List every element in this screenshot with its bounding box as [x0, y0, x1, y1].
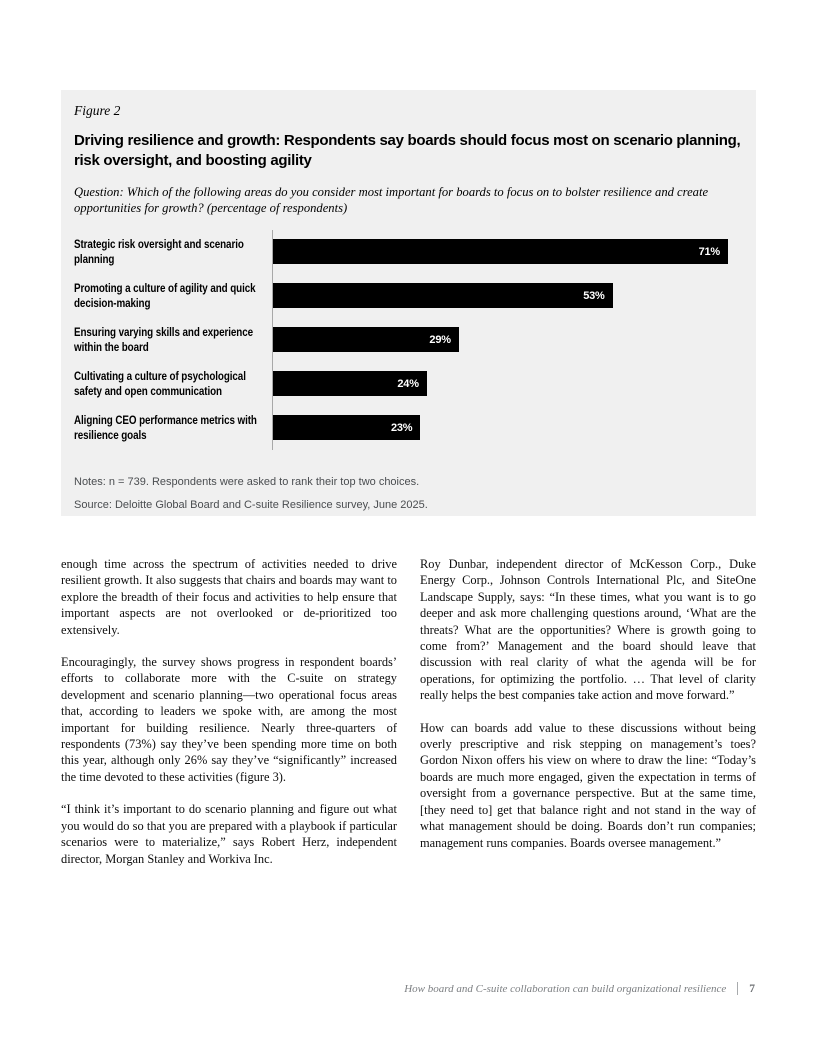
chart-row [74, 362, 742, 406]
bar-track [272, 318, 728, 362]
figure-2-panel [61, 90, 756, 516]
bar-track [272, 362, 728, 406]
bar [273, 239, 728, 264]
figure-question: Question: Which of the following areas do you consider most important for boards to focus on to bolster resilience and create opportunities for growth? (percentage of respondents) [74, 184, 709, 216]
bar-value-label: 53% [583, 289, 605, 302]
chart-row [74, 230, 742, 274]
bar [273, 283, 613, 308]
bar-chart [74, 230, 742, 450]
bar-track [272, 406, 728, 450]
footer-divider-line [737, 982, 738, 995]
paragraph: enough time across the spectrum of activities needed to drive resilient growth. It also suggests that chairs and boards may want to explore the breadth of their focus and activities to help ensure that important aspects are not overlooked or de-prioritized too extensively. [61, 557, 397, 637]
right-column [420, 556, 756, 883]
chart-row [74, 406, 742, 450]
category-label: Strategic risk oversight and scenario planning [74, 237, 244, 266]
figure-label: Figure 2 [74, 103, 121, 118]
paragraph: How can boards add value to these discussions without being overly prescriptive and risk stepping on management’s toes? Gordon Nixon offers his view on where to draw the line: “Today’s boards are much more engaged, given the expectation in terms of oversight from a governance perspective. But at the same time, [they need to] get that balance right and not stand in the way of what management should be doing. Boards don’t run companies; management runs companies. Boards oversee management.” [420, 720, 756, 850]
figure-notes: Notes: n = 739. Respondents were asked to rank their top two choices. [74, 475, 420, 488]
body-text [61, 556, 756, 883]
bar-value-label: 24% [397, 377, 419, 390]
figure-source: Source: Deloitte Global Board and C-suite Resilience survey, June 2025. [74, 498, 428, 511]
figure-title: Driving resilience and growth: Respondents say boards should focus most on scenario planning, risk oversight, and boosting agility [74, 132, 741, 169]
bar-value-label: 71% [698, 245, 720, 258]
bar [273, 327, 459, 352]
bar-track [272, 274, 728, 318]
paragraph: “I think it’s important to do scenario planning and figure out what you would do so that you are prepared with a playbook if particular scenarios were to materialize,” says Robert Herz, independent director, Morgan Stanley and Workiva Inc. [61, 802, 397, 866]
left-column [61, 556, 397, 883]
page-number: 7 [749, 982, 755, 995]
category-label: Aligning CEO performance metrics with resilience goals [74, 413, 257, 442]
bar [273, 415, 420, 440]
chart-row [74, 318, 742, 362]
page-footer [404, 982, 755, 995]
category-label: Ensuring varying skills and experience within the board [74, 325, 254, 354]
paragraph: Roy Dunbar, independent director of McKesson Corp., Duke Energy Corp., Johnson Controls International Plc, and SiteOne Landscape Supply, says: “In these times, what you want is to go deeper and ask more challenging questions around, ‘What are the threats? What are the opportunities? Where is growth going to come from?’ Management and the board should leave that discussion with real clarity of what the agenda will be for operations, for optimizing the portfolio. … That level of clarity really helps the best companies take action and move forward.” [420, 557, 756, 703]
chart-row [74, 274, 742, 318]
category-label: Cultivating a culture of psychological safety and open communication [74, 369, 246, 398]
bar-value-label: 29% [429, 333, 451, 346]
paragraph: Encouragingly, the survey shows progress in respondent boards’ efforts to collaborate more with the C-suite on strategy development and scenario planning—two operational focus areas that, according to leaders we spoke with, are among the most important for building resilience. Nearly three-quarters of respondents (73%) say they’ve been spending more time on both this year, although only 26% say they’ve “significantly” increased the time devoted to these activities (figure 3). [61, 655, 397, 784]
bar [273, 371, 427, 396]
footer-title: How board and C-suite collaboration can build organizational resilience [404, 982, 727, 995]
bar-track [272, 230, 728, 274]
category-label: Promoting a culture of agility and quick decision-making [74, 281, 256, 310]
bar-value-label: 23% [390, 421, 413, 434]
